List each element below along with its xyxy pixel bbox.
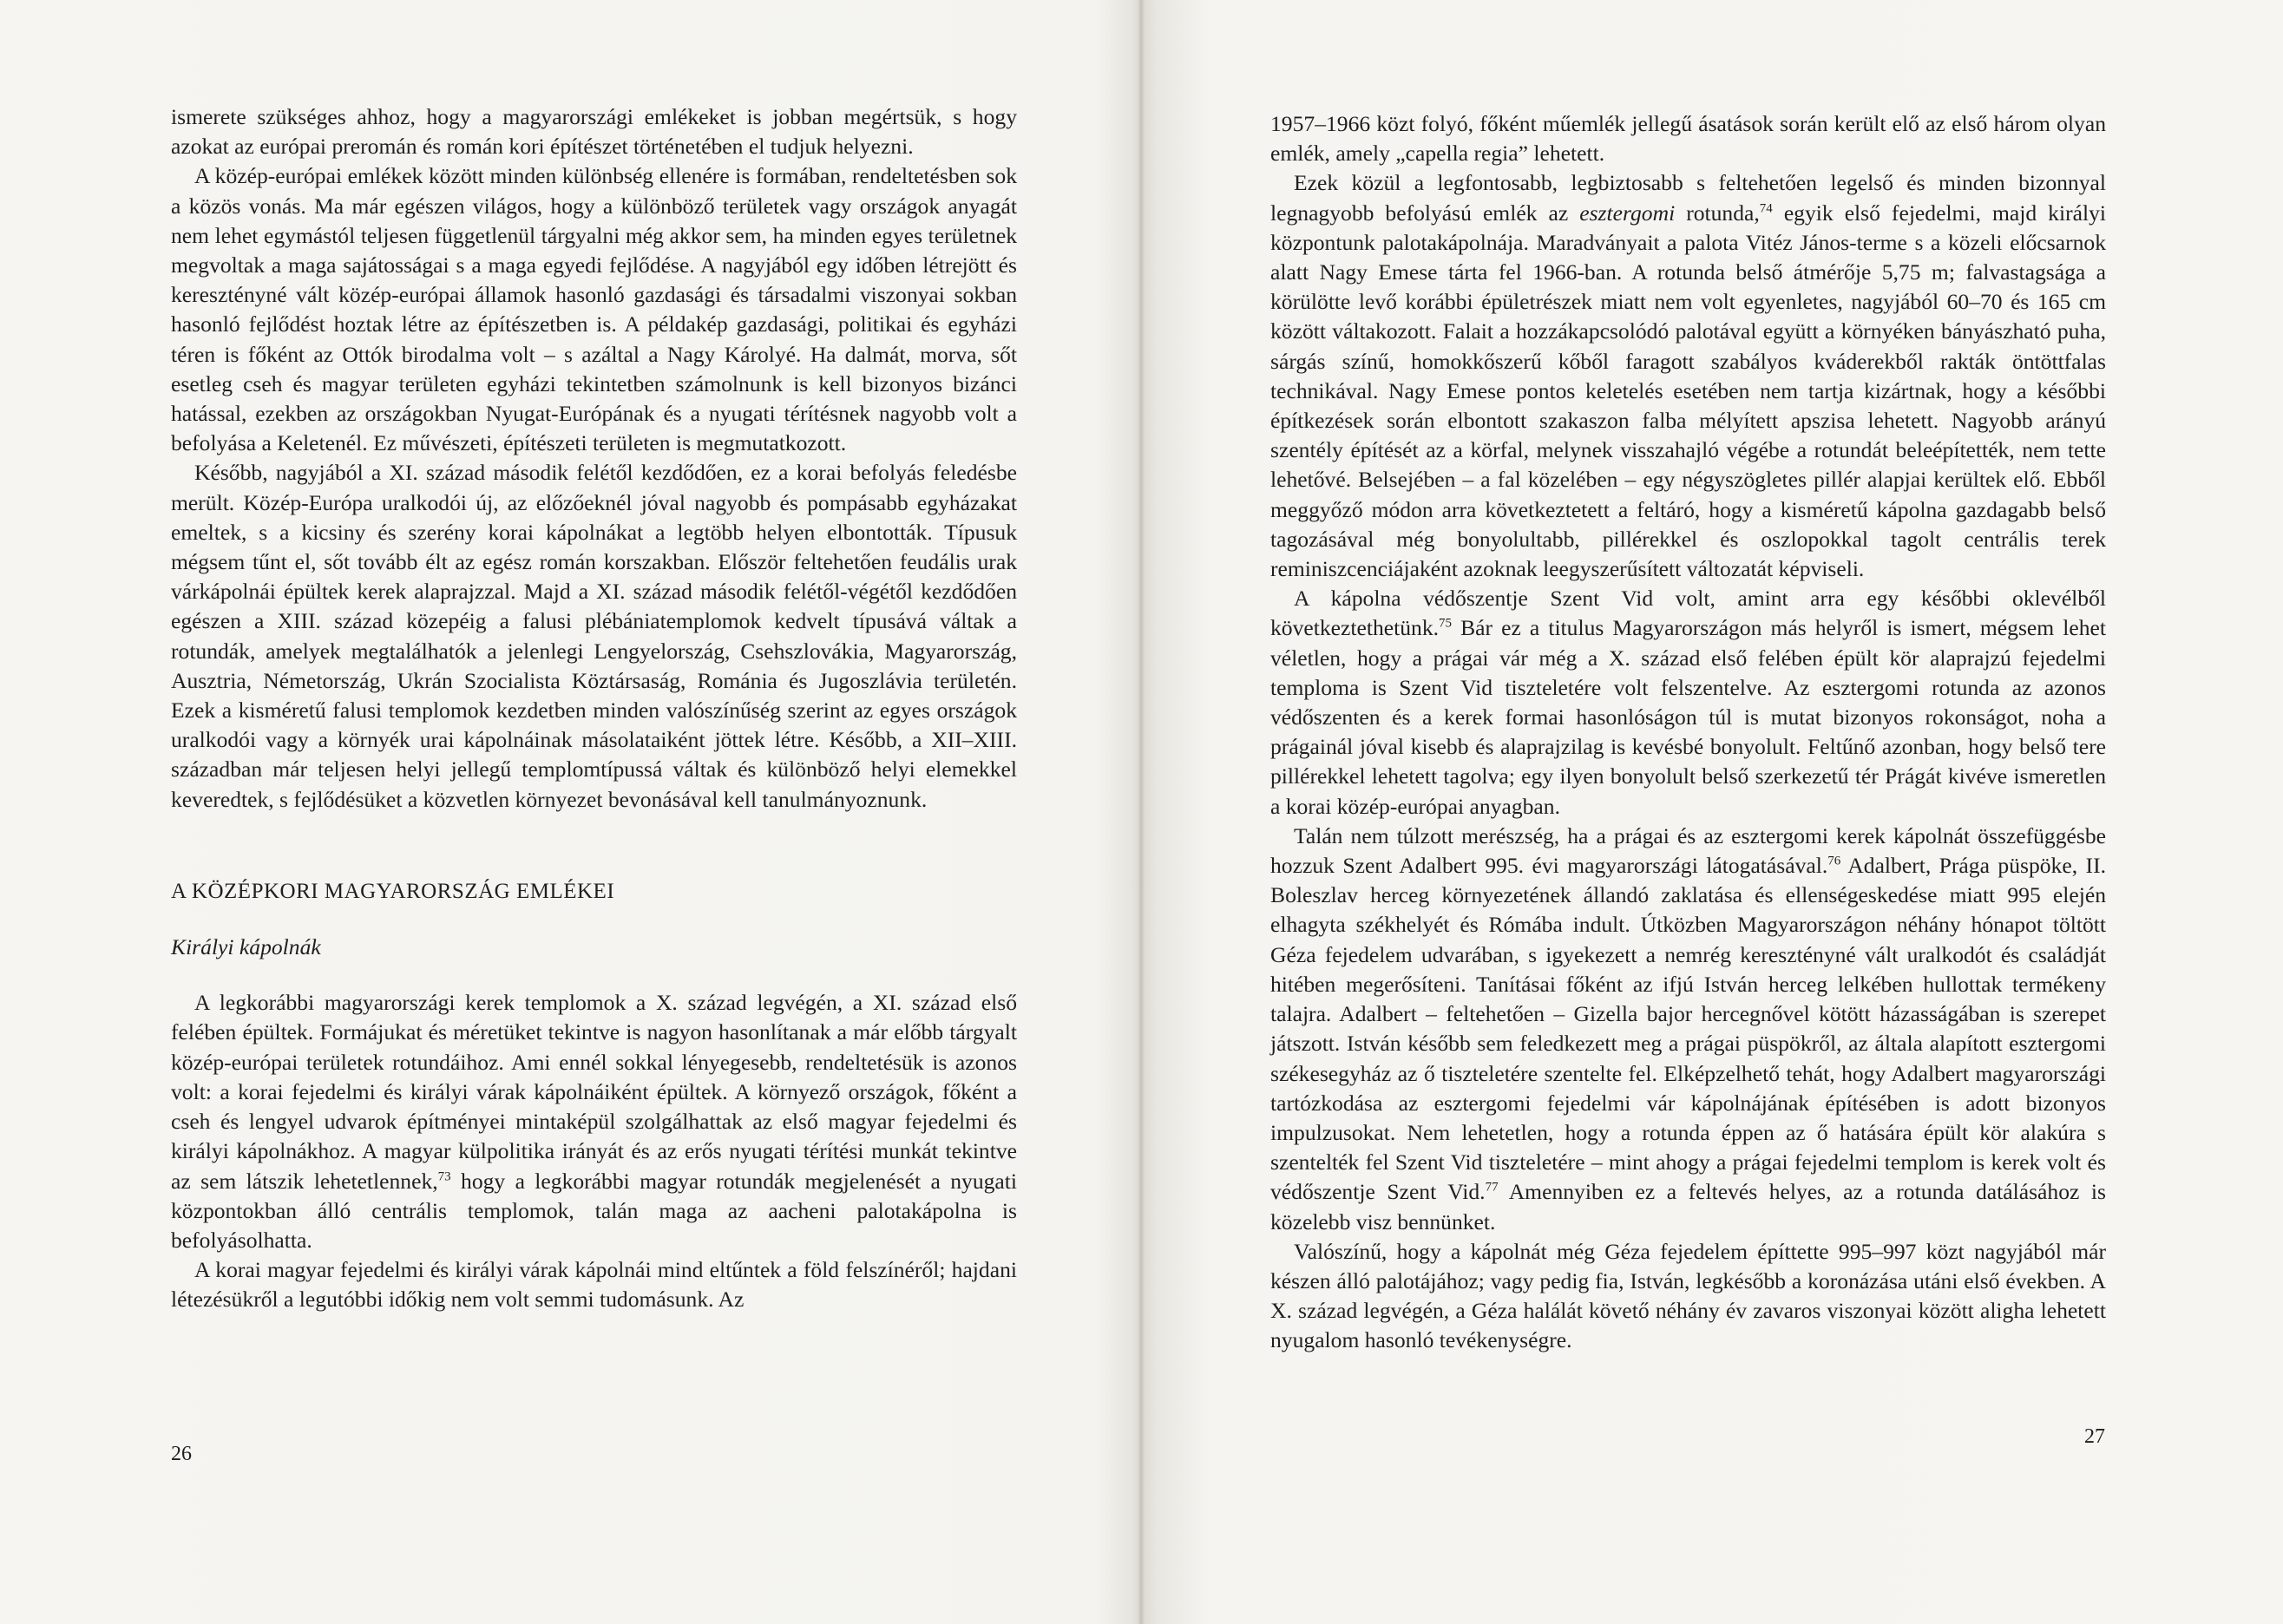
paragraph-text: Adalbert, Prága püspöke, II. Boleszlav herceg környezetének állandó zaklatása és ellenségeskedése miatt 995 elején elhagyta székhelyét és Rómába indult. Útközben Magyarországon néhány hónapot töltött Géza fejedelem udvarában, s igyekezett a nemrég keresztényné vált uralkodót és családját hitében megerősíteni. Tanításai főként az ifjú István herceg lelkében hullottak termékeny talajra. Adalbert – feltehetően – Gizella bajor hercegnővel kötött házasságában is szerepet játszott. István később sem feledkezett meg a prágai püspökről, az általa alapított esztergomi székesegyház az ő tiszteletére szentelte fel. Elképzelhető tehát, hogy Adalbert magyarországi tartózkodása az esztergomi fejedelmi vár kápolnájának építésében is adott bizonyos impulzusokat. Nem lehetetlen, hogy a rotunda éppen az ő hatására épült kör alakúra s szentelték fel Szent Vid tiszteletére – mint ahogy a prágai fejedelmi templom is kerek volt és védőszentje Szent Vid. [1270, 853, 2106, 1205]
left-text-column [171, 102, 1017, 1315]
paragraph [1270, 822, 2106, 1237]
paragraph: 1957–1966 közt folyó, főként műemlék jellegű ásatások során került elő az első három olyan emlék, amely „capella regia” lehetett. [1270, 111, 2106, 167]
paragraph-text: A legkorábbi magyarországi kerek templomok a X. század legvégén, a XI. század első felében épültek. Formájukat és méretüket tekintve is nagyon hasonlítanak a már előbb tárgyalt közép-európai területek rotundáihoz. Ami ennél sokkal lényegesebb, rendeltetésük is azonos volt: a korai fejedelmi és királyi várak kápolnáiként épültek. A környező országok, főként a cseh és lengyel udvarok építményei mintaképül szolgálhattak az első magyar fejedelmi és királyi kápolnákhoz. A magyar külpolitika irányát és az erős nyugati térítési munkát tekintve az sem látszik lehetetlennek, [171, 990, 1017, 1194]
left-page [0, 0, 1141, 1624]
paragraph-text: Bár ez a titulus Magyarországon más helyről is ismert, mégsem lehet véletlen, hogy a prágai vár még a X. század első felében épült kör alaprajzú fejedelmi temploma is Szent Vid tiszteletére volt felszentelve. Az esztergomi rotunda az azonos védőszenten és a kerek formai hasonlóságon túl is mutat bizonyos rokonságot, noha a prágainál jóval kisebb és alaprajzilag is kevésbé bonyolult. Feltűnő azonban, hogy belső tere pillérekkel lehetett tagolva; egy ilyen bonyolult belső szerkezetű tér Prágát kivéve ismeretlen a korai közép-európai anyagban. [1270, 615, 2106, 819]
paragraph [1270, 168, 2106, 584]
paragraph: ismerete szükséges ahhoz, hogy a magyarországi emlékeket is jobban megértsük, s hogy azokat az európai preromán és román kori építészet történetében el tudjuk helyezni. [171, 104, 1017, 160]
paragraph-text: hogy a legkorábbi magyar rotundák megjelenését a nyugati központokban álló centrális templomok, talán maga az aacheni palotakápolna is befolyásolhatta. [171, 1168, 1017, 1253]
paragraph-text: Talán nem túlzott merészség, ha a prágai és az esztergomi kerek kápolnát összefüggésbe hozzuk Szent Adalbert 995. évi magyarországi látogatásával. [1270, 822, 2106, 879]
paragraph-text: Amennyiben ez a feltevés helyes, az a rotunda datálásához is közelebb visz bennünket. [1270, 1179, 2106, 1234]
right-text-column [1270, 109, 2106, 1356]
footnote-ref: 74 [1759, 201, 1773, 216]
paragraph: Valószínű, hogy a kápolnát még Géza fejedelem építtette 995–997 közt nagyjából már készen álló palotájához; vagy pedig fia, István, legkésőbb a koronázása utáni első években. A X. század legvégén, a Géza halálát követő néhány év zavaros viszonyai között aligha lehetett nyugalom hasonló tevékenységre. [1270, 1238, 2106, 1353]
paragraph: A közép-európai emlékek között minden különbség ellenére is formában, rendeltetésben sok a közös vonás. Ma már egészen világos, hogy a különböző területek vagy országok anyagát nem lehet egymástól teljesen függetlenül tárgyalni még akkor sem, ha minden egyes területnek megvoltak a maga sajátosságai s a maga egyedi fejlődése. A nagyjából egy időben létrejött és keresztényné vált közép-európai államok hasonló gazdasági és társadalmi viszonyai sokban hasonló fejlődést hoztak létre az építészetben is. A példakép gazdasági, politikai és egyházi téren is főként az Ottók birodalma volt – s azáltal a Nagy Károlyé. Ha dalmát, morva, sőt esetleg cseh és magyar területen egyházi tekintetben számolnunk is kell bizonyos bizánci hatással, ezekben az országokban Nyugat-Európának és a nyugati térítésnek nagyobb volt a befolyása a Keletenél. Ez művészeti, építészeti területen is megmutatkozott. [171, 163, 1017, 456]
section-heading: A KÖZÉPKORI MAGYARORSZÁG EMLÉKEI [171, 879, 615, 903]
paragraph-text: egyik első fejedelmi, majd királyi központunk palotakápolnája. Maradványait a palota Vitéz János-terme s a közeli előcsarnok alatt Nagy Emese tárta fel 1966-ban. A rotunda belső átmérője 5,75 m; falvastagsága a körülötte levő korábbi épületrészek miatt nem volt egyenletes, nagyjából 60–70 és 165 cm között váltakozott. Falait a hozzákapcsolódó palotával együtt a környéken bányászható puha, sárgás színű, homokkőszerű kőből faragott szabályos kváderekből rakták öntöttfalas technikával. Nagy Emese pontos keletelés esetében nem tartja kizártnak, hogy a későbbi építkezések során elbontott szakaszon falba mélyített apszisa lehetett. Nagyobb arányú szentély építését az a körfal, melynek visszahajló végébe a rotundát beleépítették, nem tette lehetővé. Belsejében – a fal közelében – egy négyszögletes pillér alapjai kerültek elő. Ebből meggyőző módon arra következtetett a feltáró, hogy a kisméretű kápolna gazdagabb belső tagozásával még bonyolultabb, pillérekkel és oszlopokkal tagolt centrális terek reminiszcenciájaként azoknak leegyszerűsített változatát képviseli. [1270, 200, 2106, 582]
paragraph: A korai magyar fejedelmi és királyi várak kápolnái mind eltűntek a föld felszínéről; hajdani létezésükről a legutóbbi időkig nem volt semmi tudomásunk. Az [171, 1257, 1017, 1313]
right-page [1142, 0, 2283, 1624]
paragraph [171, 988, 1017, 1255]
paragraph [1270, 584, 2106, 822]
page-number: 26 [171, 1443, 192, 1465]
footnote-ref: 76 [1827, 854, 1841, 868]
footnote-ref: 75 [1439, 616, 1453, 631]
paragraph-text: Ezek közül a legfontosabb, legbiztosabb s feltehetően legelső és minden bizonnyal legnagyobb befolyású emlék az [1270, 170, 2106, 226]
footnote-ref: 73 [437, 1169, 451, 1183]
paragraph-text: rotunda, [1675, 200, 1760, 226]
page-number: 27 [2084, 1425, 2105, 1448]
section-subheading: Királyi kápolnák [171, 934, 321, 960]
emphasis-text: esztergomi [1579, 200, 1676, 226]
paragraph-text: A kápolna védőszentje Szent Vid volt, amint arra egy későbbi oklevélből következtethetünk. [1270, 586, 2106, 641]
footnote-ref: 77 [1485, 1180, 1499, 1195]
paragraph: Később, nagyjából a XI. század második felétől kezdődően, ez a korai befolyás feledésbe merült. Közép-Európa uralkodói új, az előzőeknél jóval nagyobb és pompásabb egyházakat emeltek, s a kicsiny és szerény korai kápolnákat a legtöbb helyen elbontották. Típusuk mégsem tűnt el, sőt tovább élt az egész román korszakban. Először feltehetően feudális urak várkápolnái épültek kerek alaprajzzal. Majd a XI. század második felétől-végétől kezdődően egészen a XIII. század közepéig a falusi plébániatemplomok kedvelt típusává váltak a rotundák, amelyek megtalálhatók a jelenlegi Lengyelország, Csehszlovákia, Magyarország, Ausztria, Németország, Ukrán Szocialista Köztársaság, Románia és Jugoszlávia területén. Ezek a kisméretű falusi templomok kezdetben minden valószínűség szerint az egyes országok uralkodói vagy a környék urai kápolnáinak másolataiként jöttek létre. Később, a XII–XIII. században már teljesen helyi jellegű templomtípussá váltak és különböző helyi elemekkel keveredtek, s fejlődésüket a közvetlen környezet bevonásával kell tanulmányoznunk. [171, 460, 1017, 812]
